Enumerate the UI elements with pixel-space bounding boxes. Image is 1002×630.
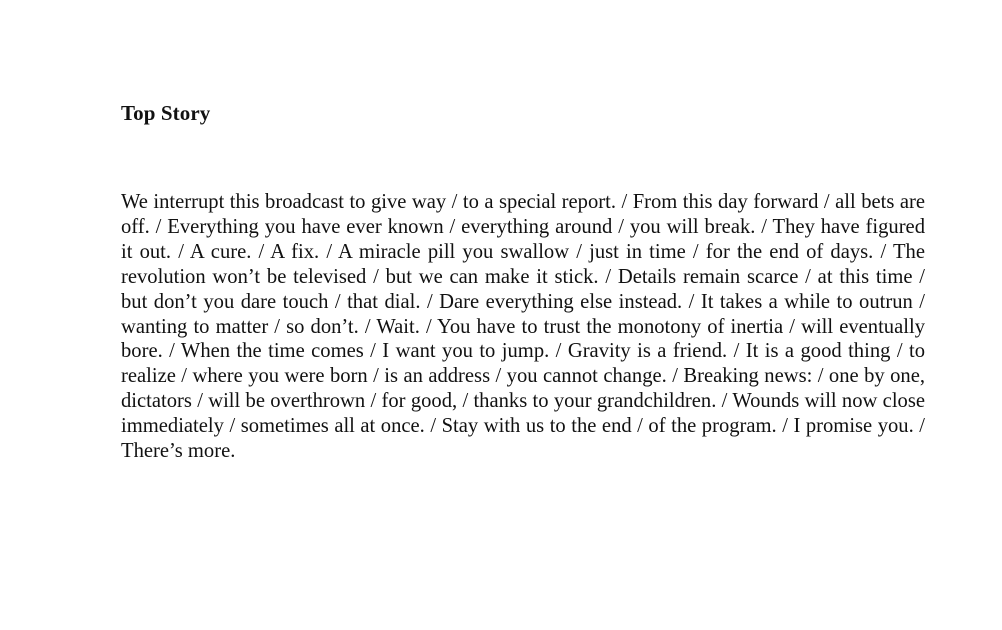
document-body-paragraph: We interrupt this broadcast to give way / to a special report. / From this day forward / all bets are off. / Everything you have ever known / everything around / you will break. / They have figured it out. / A cure. / A fix. / A miracle pill you swallow / just in time / for the end of days. / The revolution won’t be televised / but we can make it stick. / Details remain scarce / at this time / but don’t you dare touch / that dial. / Dare everything else instead. / It takes a while to outrun / wanting to matter / so don’t. / Wait. / You have to trust the monotony of inertia / will eventually bore. / When the time comes / I want you to jump. / Gravity is a friend. / It is a good thing / to realize / where you were born / is an address / you cannot change. / Breaking news: / one by one, dictators / will be overthrown / for good, / thanks to your grandchildren. / Wounds will now close immediately / sometimes all at once. / Stay with us to the end / of the program. / I promise you. / There’s more. [121, 191, 925, 463]
document-title: Top Story [121, 101, 211, 125]
